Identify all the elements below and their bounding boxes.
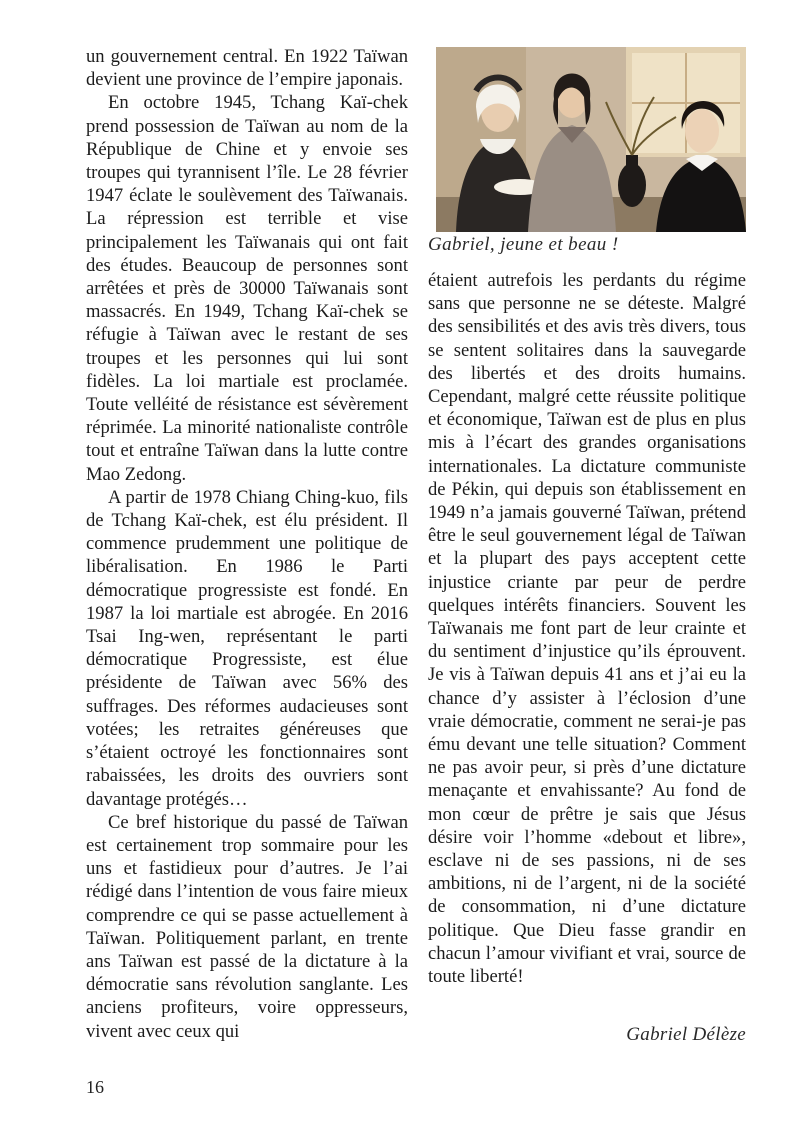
page-number: 16 xyxy=(86,1077,104,1097)
author-signature: Gabriel Délèze xyxy=(626,1024,746,1045)
photo-caption: Gabriel, jeune et beau ! xyxy=(428,234,619,255)
paragraph: Ce bref historique du passé de Taïwan est certainement trop sommaire pour les uns et fastidieux pour d’autres. Je l’ai rédigé dans l’intention de vous faire mieux comprendre ce qui se passe actuellement à Taïwan. Politiquement parlant, en trente ans Taïwan est passé de la dictature à la démocratie sans révolution sanglante. Les anciens profiteurs, voire oppresseurs, vivent avec ceux qui xyxy=(86,811,408,1042)
right-text-column xyxy=(428,269,746,988)
paragraph: A partir de 1978 Chiang Ching-kuo, fils de Tchang Kaï-chek, est élu président. Il commence prudemment une politique de libéralisation. En 1986 le Parti démocratique progressiste est fondé. En 1987 la loi martiale est abrogée. En 2016 Tsai Ing-wen, représentant le parti démocratique Progressiste, est élue présidente de Taïwan avec 56% des suffrages. Des réformes audacieuses sont votées; les retraites généreuses que s’étaient octroyé les fonctionnaires sont rabaissées, les droits des ouvriers sont davantage protégés… xyxy=(86,486,408,810)
paragraph: étaient autrefois les perdants du régime sans que personne ne se déteste. Malgré des sensibilités et des avis très divers, tous se sentent solitaires dans la sauvegarde des libertés et des droits humains. Cependant, malgré cette réussite politique et économique, Taïwan est de plus en plus mis à l’écart des grandes organisations internationales. La dictature communiste de Pékin, qui depuis son établissement en 1949 n’a jamais gouverné Taïwan, prétend être le seul gouvernement légal de Taïwan et la plupart des pays acceptent cette injustice criante par peur de perdre quelques intérêts financiers. Souvent les Taïwanais me font part de leur crainte et du sentiment d’injustice qu’ils éprouvent. Je vis à Taïwan depuis 41 ans et j’ai eu la chance d’y assister à l’éclosion d’une vraie démocratie, comment ne serai-je pas ému devant une telle situation? Comment ne pas avoir peur, si près d’une dictature menaçante et envahissante? Au fond de mon cœur de prêtre je sais que Jésus désire voir l’homme «debout et libre», esclave ni de ses passions, ni de ses ambitions, ni de l’argent, ni de la société de consommation, ni d’une dictature politique. Que Dieu fasse grandir en chacun l’amour vivifiant et vrai, source de toute liberté! xyxy=(428,270,746,988)
left-text-column xyxy=(86,45,408,1043)
group-photo xyxy=(436,47,746,232)
paragraph: En octobre 1945, Tchang Kaï-chek prend possession de Taïwan au nom de la République de Chine et y envoie ses troupes qui tyrannisent l’île. Le 28 février 1947 éclate le soulèvement des Taïwanais. La répression est terrible et vise principalement les Taïwanais qui ont fait des études. Beaucoup de personnes sont arrêtées et près de 30000 Taïwanais sont massacrés. En 1949, Tchang Kaï-chek se réfugie à Taïwan avec le restant de ses troupes et les personnes qui lui sont fidèles. La loi martiale est proclamée. Toute velléité de résistance est sévèrement réprimée. La minorité nationaliste contrôle tout et entraîne Taïwan dans la lutte contre Mao Zedong. xyxy=(86,92,408,485)
paragraph: un gouvernement central. En 1922 Taïwan devient une province de l’empire japonais. xyxy=(86,46,408,91)
